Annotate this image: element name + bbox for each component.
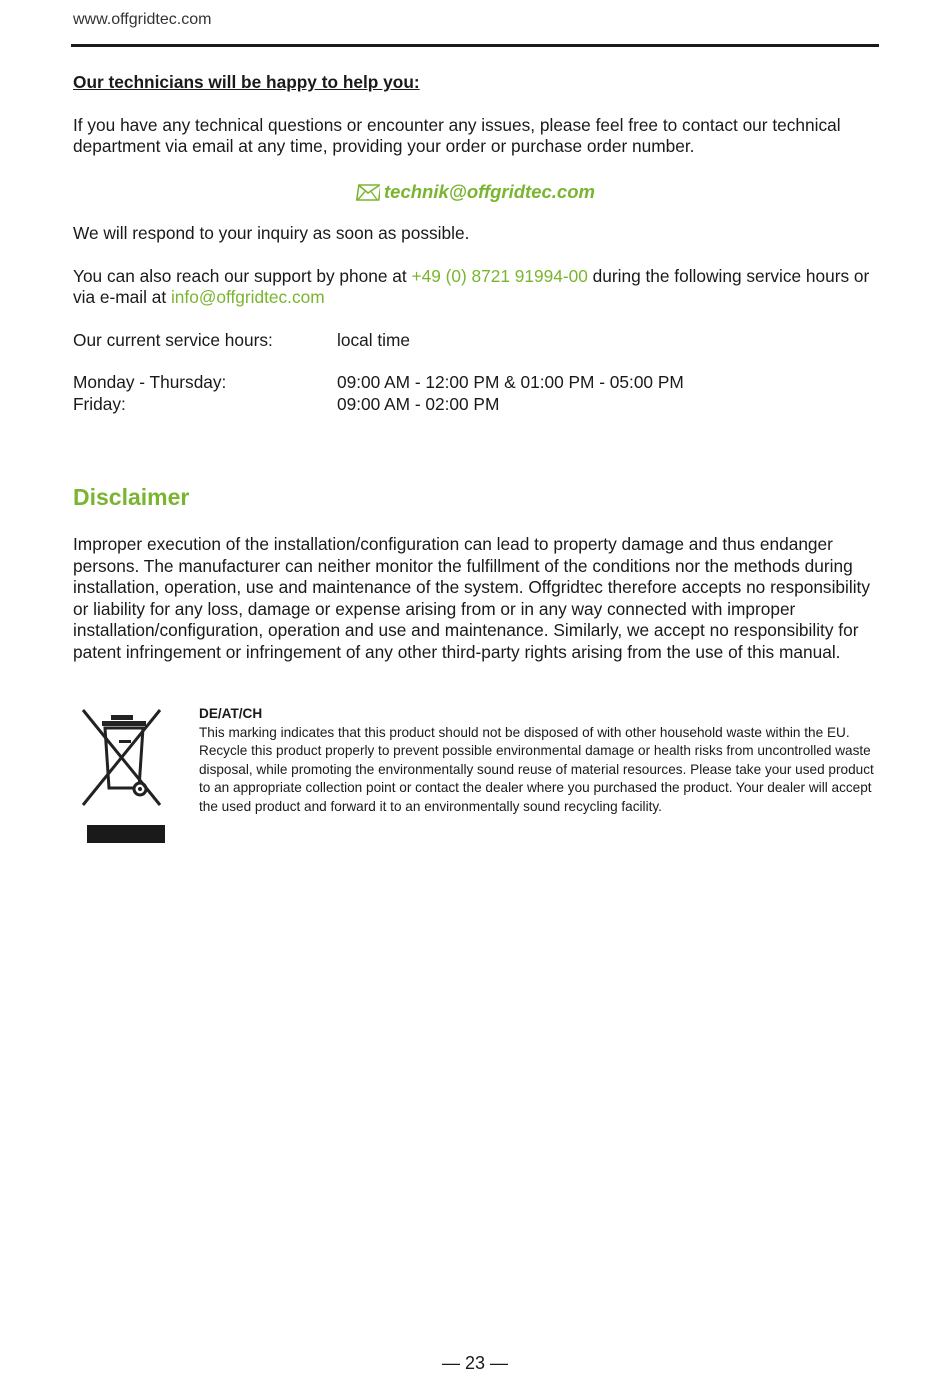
page-number: — 23 —	[441, 1353, 509, 1373]
hours-time: 09:00 AM - 02:00 PM	[337, 393, 500, 414]
phone-prefix: You can also reach our support by phone at	[73, 265, 412, 286]
support-heading: Our technicians will be happy to help you:	[73, 72, 420, 92]
weee-title: DE/AT/CH	[199, 706, 263, 721]
info-email-link[interactable]: info@offgridtec.com	[170, 287, 325, 307]
phone-link[interactable]: +49 (0) 8721 91994-00	[411, 265, 588, 286]
weee-text: This marking indicates that this product should not be disposed of with other household waste within the EU. Recycle this product properly to prevent possible environmental damage or health risks from uncontrolled waste disposal, while promoting the environmentally sound reuse of material resources. Please take your used product to an appropriate collection point or contact the dealer where you purchased the product. Your dealer will accept the used product and forward it to an environmentally sound recycling facility.	[199, 724, 874, 814]
hours-note: local time	[337, 329, 410, 350]
hours-label: Our current service hours:	[73, 329, 273, 350]
phone-mid: during the following service hours or via e-mail at	[73, 265, 870, 307]
weee-notice	[199, 705, 879, 816]
hours-day: Friday:	[73, 393, 126, 414]
header-rule	[71, 44, 879, 47]
service-hours	[73, 330, 878, 416]
support-section	[73, 72, 878, 415]
phone-paragraph	[73, 266, 878, 309]
respond-text: We will respond to your inquiry as soon as possible.	[73, 223, 470, 243]
hours-time: 09:00 AM - 12:00 PM & 01:00 PM - 05:00 PM	[337, 372, 684, 392]
disclaimer-title: Disclaimer	[73, 484, 190, 510]
envelope-icon	[356, 184, 380, 201]
technical-email-link[interactable]: technik@offgridtec.com	[384, 180, 595, 202]
hours-header-row	[73, 330, 878, 352]
support-intro: If you have any technical questions or encounter any issues, please feel free to contact our technical department via email at any time, providing your order or purchase order number.	[73, 114, 841, 156]
crossed-out-wheelie-bin-icon	[78, 704, 173, 846]
technical-email-line[interactable]	[73, 181, 878, 203]
hours-row	[73, 394, 878, 416]
disclaimer-text: Improper execution of the installation/configuration can lead to property damage and thus endanger persons. The manufacturer can neither monitor the fulfillment of the conditions nor the methods during installation, operation, use and maintenance of the system. Offgridtec therefore accepts no responsibility or liability for any loss, damage or expense arising from or in any way connected with improper installation/configuration, operation and use and maintenance. Similarly, we accept no responsibility for patent infringement or infringement of any other third-party rights arising from the use of this manual.	[73, 534, 870, 662]
site-url: www.offgridtec.com	[73, 11, 212, 28]
hours-row	[73, 372, 878, 394]
hours-day: Monday - Thursday:	[73, 372, 227, 392]
